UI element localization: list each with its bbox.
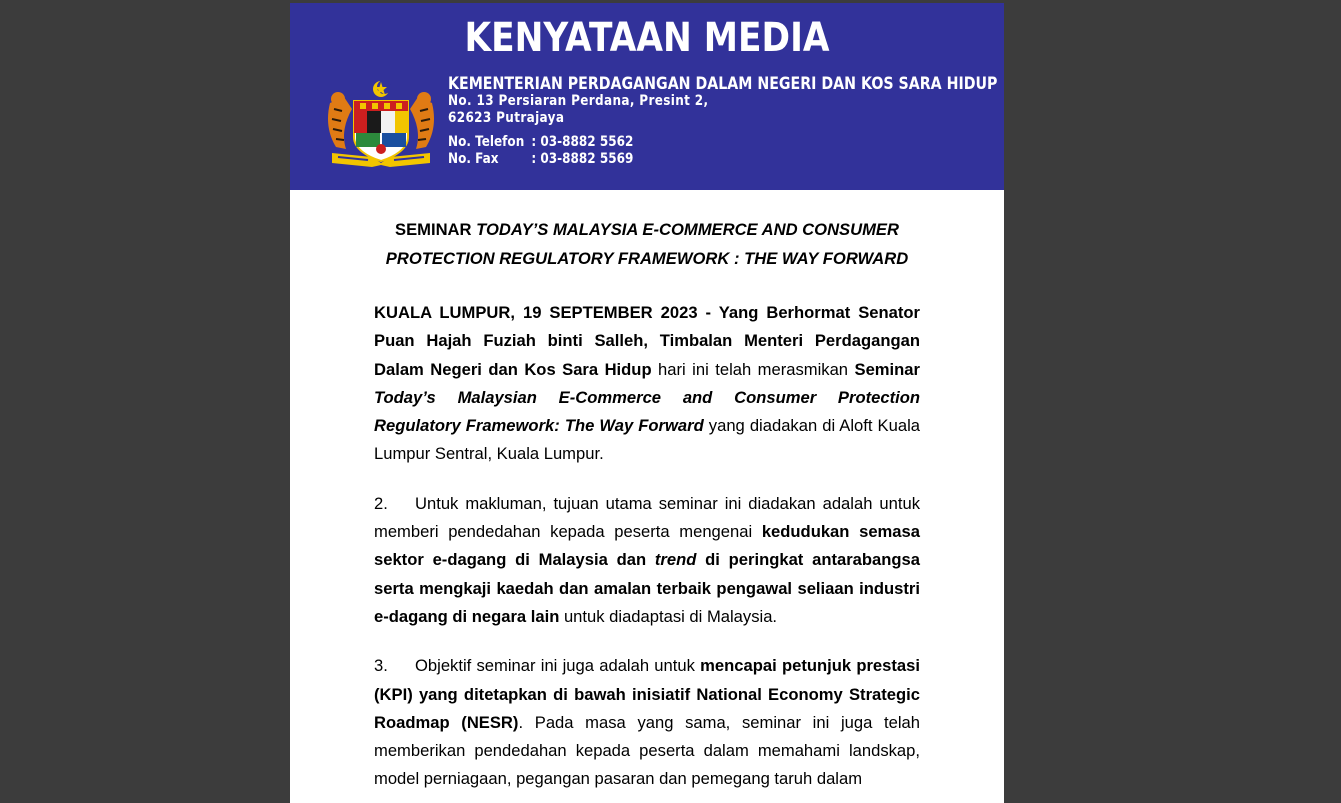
paragraph-2 (374, 490, 920, 631)
address-line-2: 62623 Putrajaya (448, 110, 565, 126)
phone-value: : 03-8882 5562 (531, 134, 634, 150)
para3-bold-1: mencapai petunjuk prestasi (KPI) yang ditetapkan di bawah inisiatif National Economy Strategic Roadmap (NESR) (374, 656, 920, 732)
para3-text-2: . Pada masa yang sama, seminar ini juga telah memberikan pendedahan kepada peserta dalam memahami landskap, model perniagaan, pegangan pasaran dan pemegang taruh dalam (374, 712, 921, 789)
banner-title: KENYATAAN MEDIA (464, 15, 830, 61)
para2-bold-italic-1: trend (654, 550, 697, 570)
address-line-1: No. 13 Persiaran Perdana, Presint 2, (448, 93, 709, 109)
fax-row (448, 151, 997, 168)
malaysia-coat-of-arms-icon (324, 79, 438, 167)
document-body (374, 215, 920, 794)
para2-number: 2. (374, 493, 388, 513)
para3-text-1: Objektif seminar ini juga adalah untuk (415, 656, 701, 676)
paragraph-3 (374, 652, 920, 793)
para1-text-2: yang diadakan di Aloft Kuala Lumpur Sentral, Kuala Lumpur. (374, 416, 920, 464)
para1-bold-italic-1: Today’s Malaysian E-Commerce and Consumer Protection Regulatory Framework: The Way Forward (374, 387, 920, 436)
headline (364, 215, 930, 273)
headline-italic-2: PROTECTION REGULATORY FRAMEWORK : THE WAY FORWARD (385, 249, 909, 268)
para2-bold-1: kedudukan semasa sektor e-dagang di Malaysia dan (374, 522, 920, 570)
contact-block (448, 134, 997, 168)
para1-bold-1: KUALA LUMPUR, 19 SEPTEMBER 2023 - Yang Berhormat Senator Puan Hajah Fuziah binti Salleh, Timbalan Menteri Perdagangan Dalam Negeri dan Kos Sara Hidup (374, 303, 920, 379)
paragraph-1 (374, 299, 920, 469)
headline-italic-1: TODAY’S MALAYSIA E-COMMERCE AND CONSUMER (476, 220, 899, 239)
ministry-info (448, 75, 997, 168)
para2-text-1: Untuk makluman, tujuan utama seminar ini diadakan adalah untuk memberi pendedahan kepada peserta mengenai (374, 493, 920, 542)
phone-row (448, 134, 997, 151)
phone-label: No. Telefon (448, 134, 525, 150)
ministry-name: KEMENTERIAN PERDAGANGAN DALAM NEGERI DAN KOS SARA HIDUP (448, 74, 998, 93)
fax-value: : 03-8882 5569 (531, 151, 634, 167)
media-statement-banner (290, 3, 1004, 190)
fax-label: No. Fax (448, 151, 499, 167)
para3-number: 3. (374, 656, 388, 676)
para2-bold-2: di peringkat antarabangsa serta mengkaji kaedah dan amalan terbaik pengawal seliaan industri e-dagang di negara lain (374, 550, 920, 626)
para1-bold-2: Seminar (854, 359, 920, 379)
document-page (290, 3, 1004, 803)
headline-prefix: SEMINAR (395, 220, 477, 239)
para1-text-1: hari ini telah merasmikan (651, 359, 855, 379)
para2-text-2: untuk diadaptasi di Malaysia. (559, 606, 778, 626)
